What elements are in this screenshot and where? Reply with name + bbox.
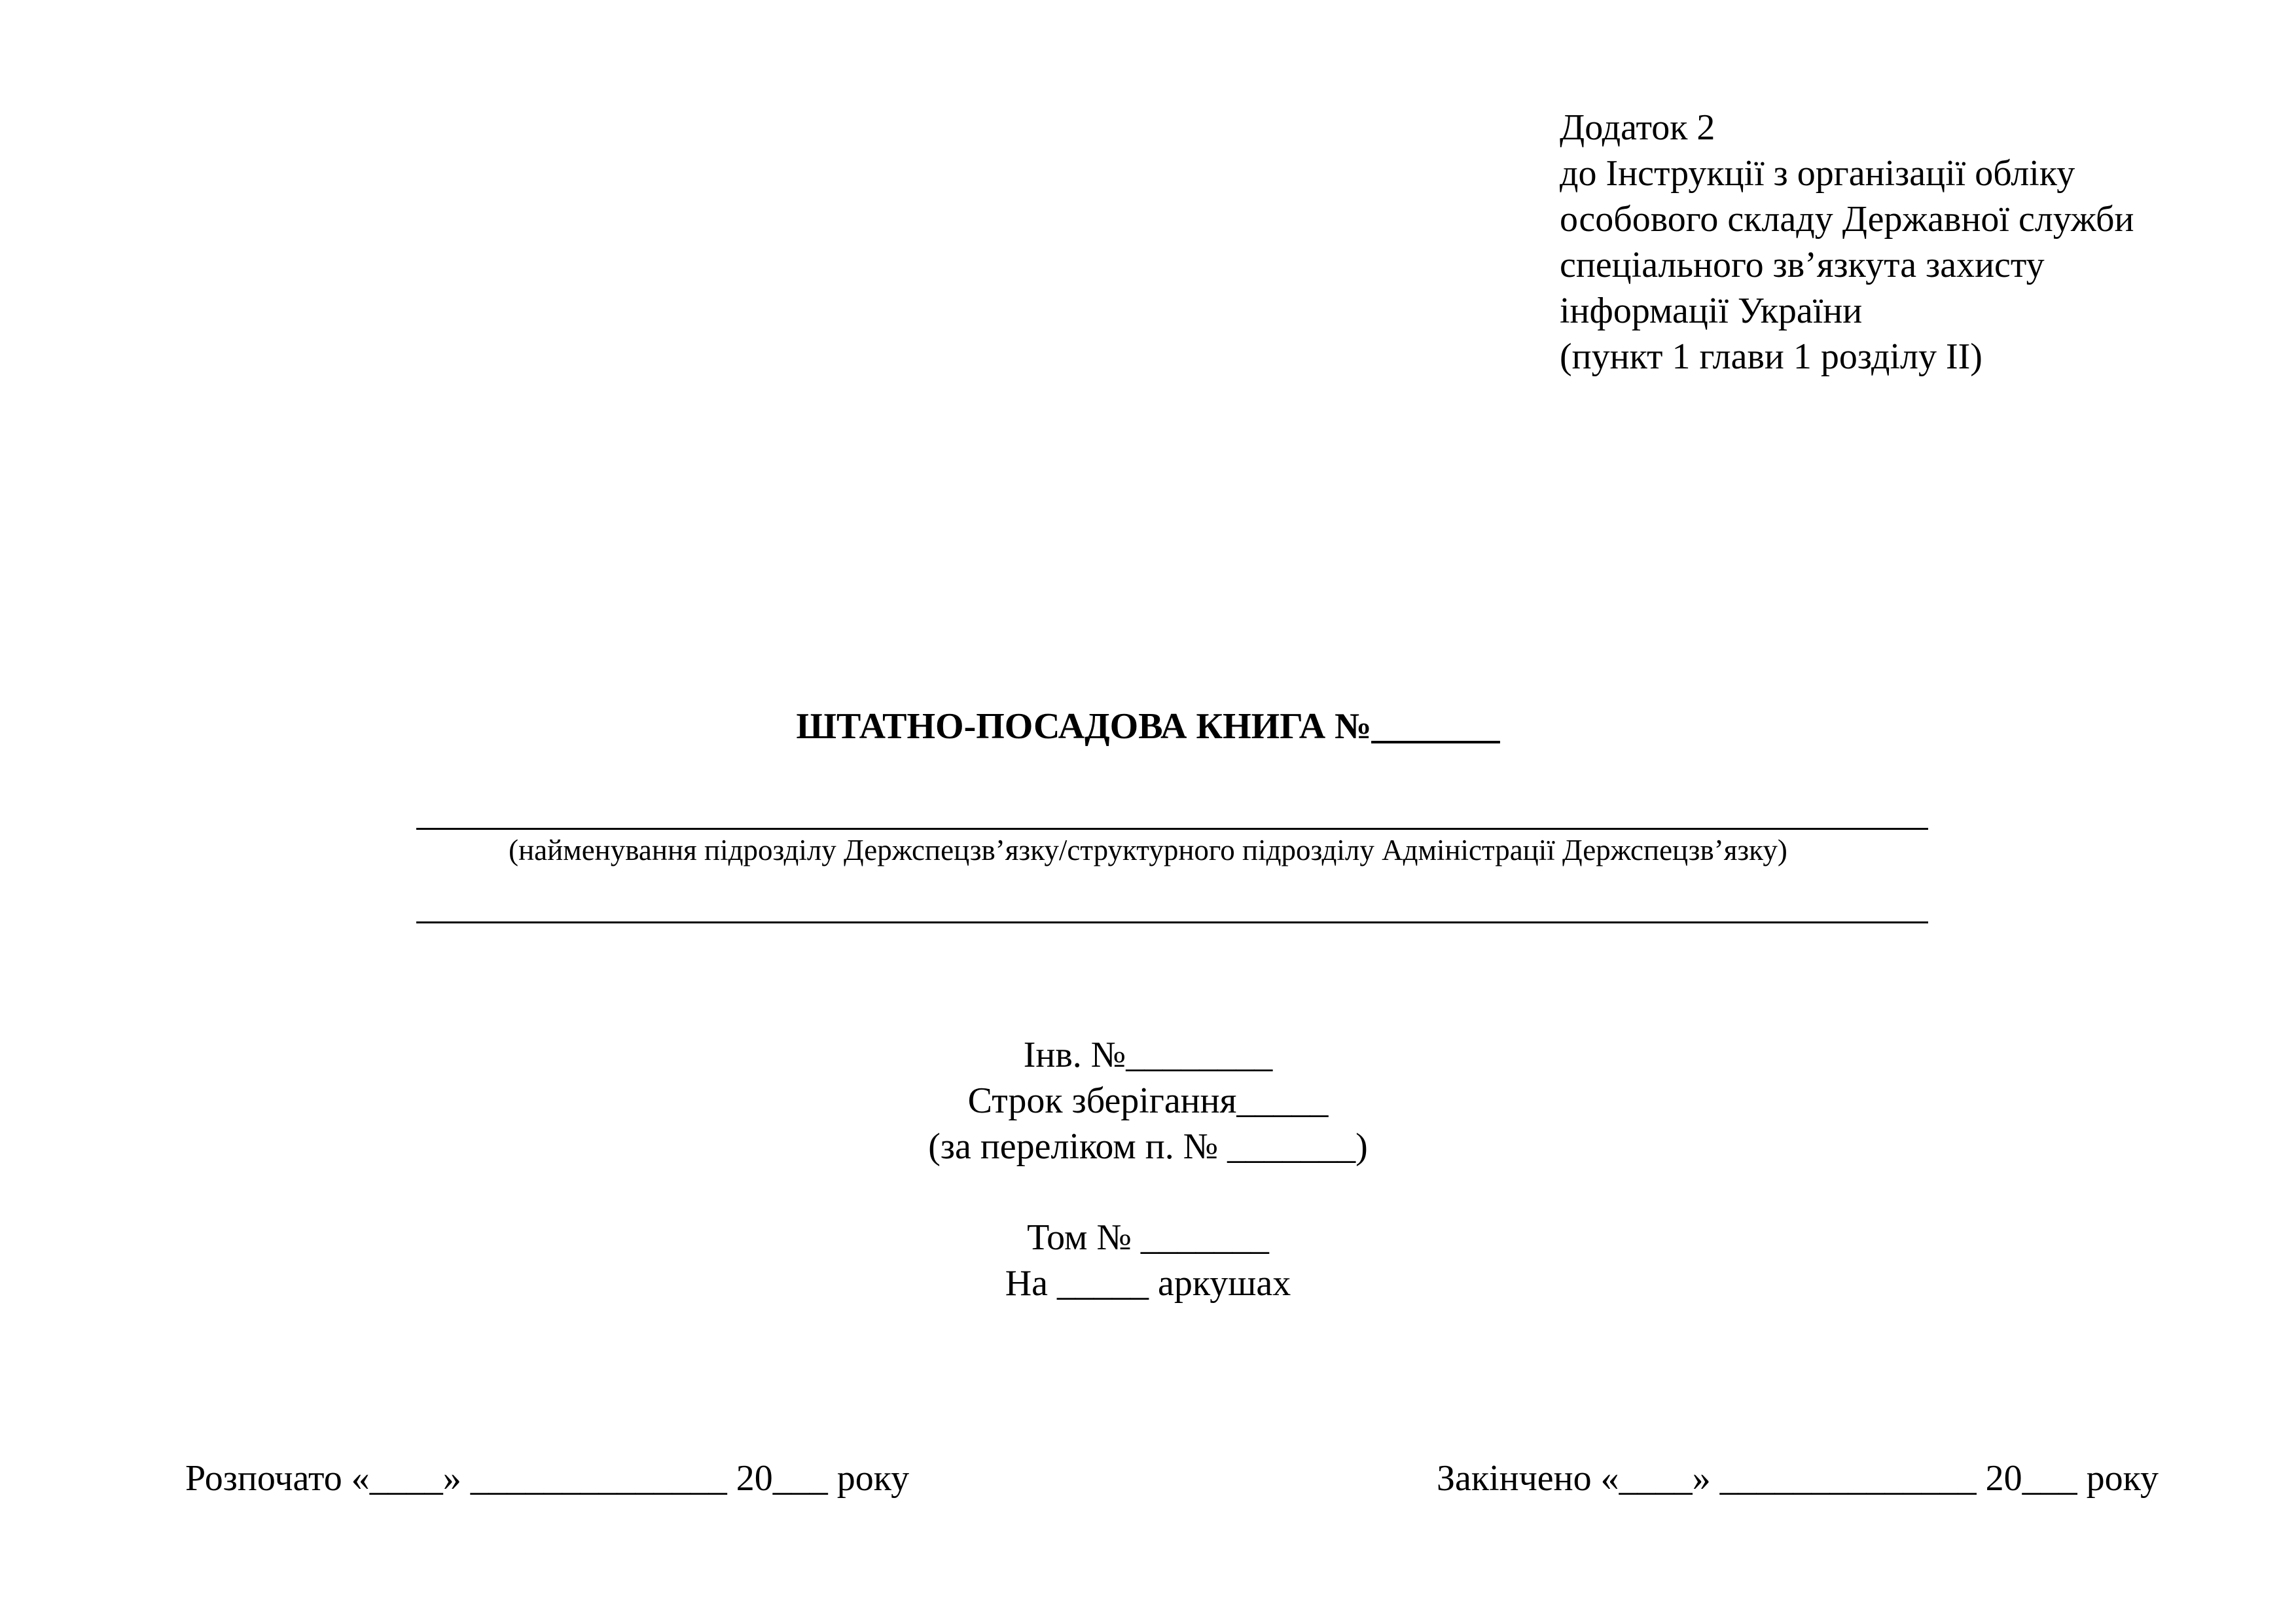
end-date: Закінчено «____» ______________ 20___ року xyxy=(1436,1458,2159,1499)
appendix-line: інформації України xyxy=(1560,291,1863,331)
appendix-line: до Інструкції з організації обліку xyxy=(1560,153,2075,194)
volume-number: Том № _______ xyxy=(1027,1217,1269,1258)
volume-block xyxy=(0,1215,2296,1306)
unit-name-line-second xyxy=(416,921,1928,923)
appendix-line: (пункт 1 глави 1 розділу ІІ) xyxy=(1560,336,1982,377)
storage-term: Строк зберігання_____ xyxy=(967,1080,1329,1121)
appendix-block xyxy=(1560,105,2134,380)
appendix-line: Додаток 2 xyxy=(1560,107,1715,148)
appendix-line: особового складу Державної служби xyxy=(1560,199,2134,240)
appendix-line: спеціального зв’язкута захисту xyxy=(1560,245,2045,285)
unit-name-caption: (найменування підрозділу Держспецзв’язку/структурного підрозділу Адміністрації Держспецзв’язку) xyxy=(509,834,1787,866)
start-date: Розпочато «____» ______________ 20___ року xyxy=(185,1458,910,1499)
registry-block xyxy=(0,1032,2296,1169)
per-list-reference: (за переліком п. № _______) xyxy=(928,1126,1368,1167)
inventory-number: Інв. №________ xyxy=(1023,1035,1273,1075)
document-title: ШТАТНО-ПОСАДОВА КНИГА №_______ xyxy=(796,706,1500,747)
sheet-count: На _____ аркушах xyxy=(1005,1263,1291,1304)
